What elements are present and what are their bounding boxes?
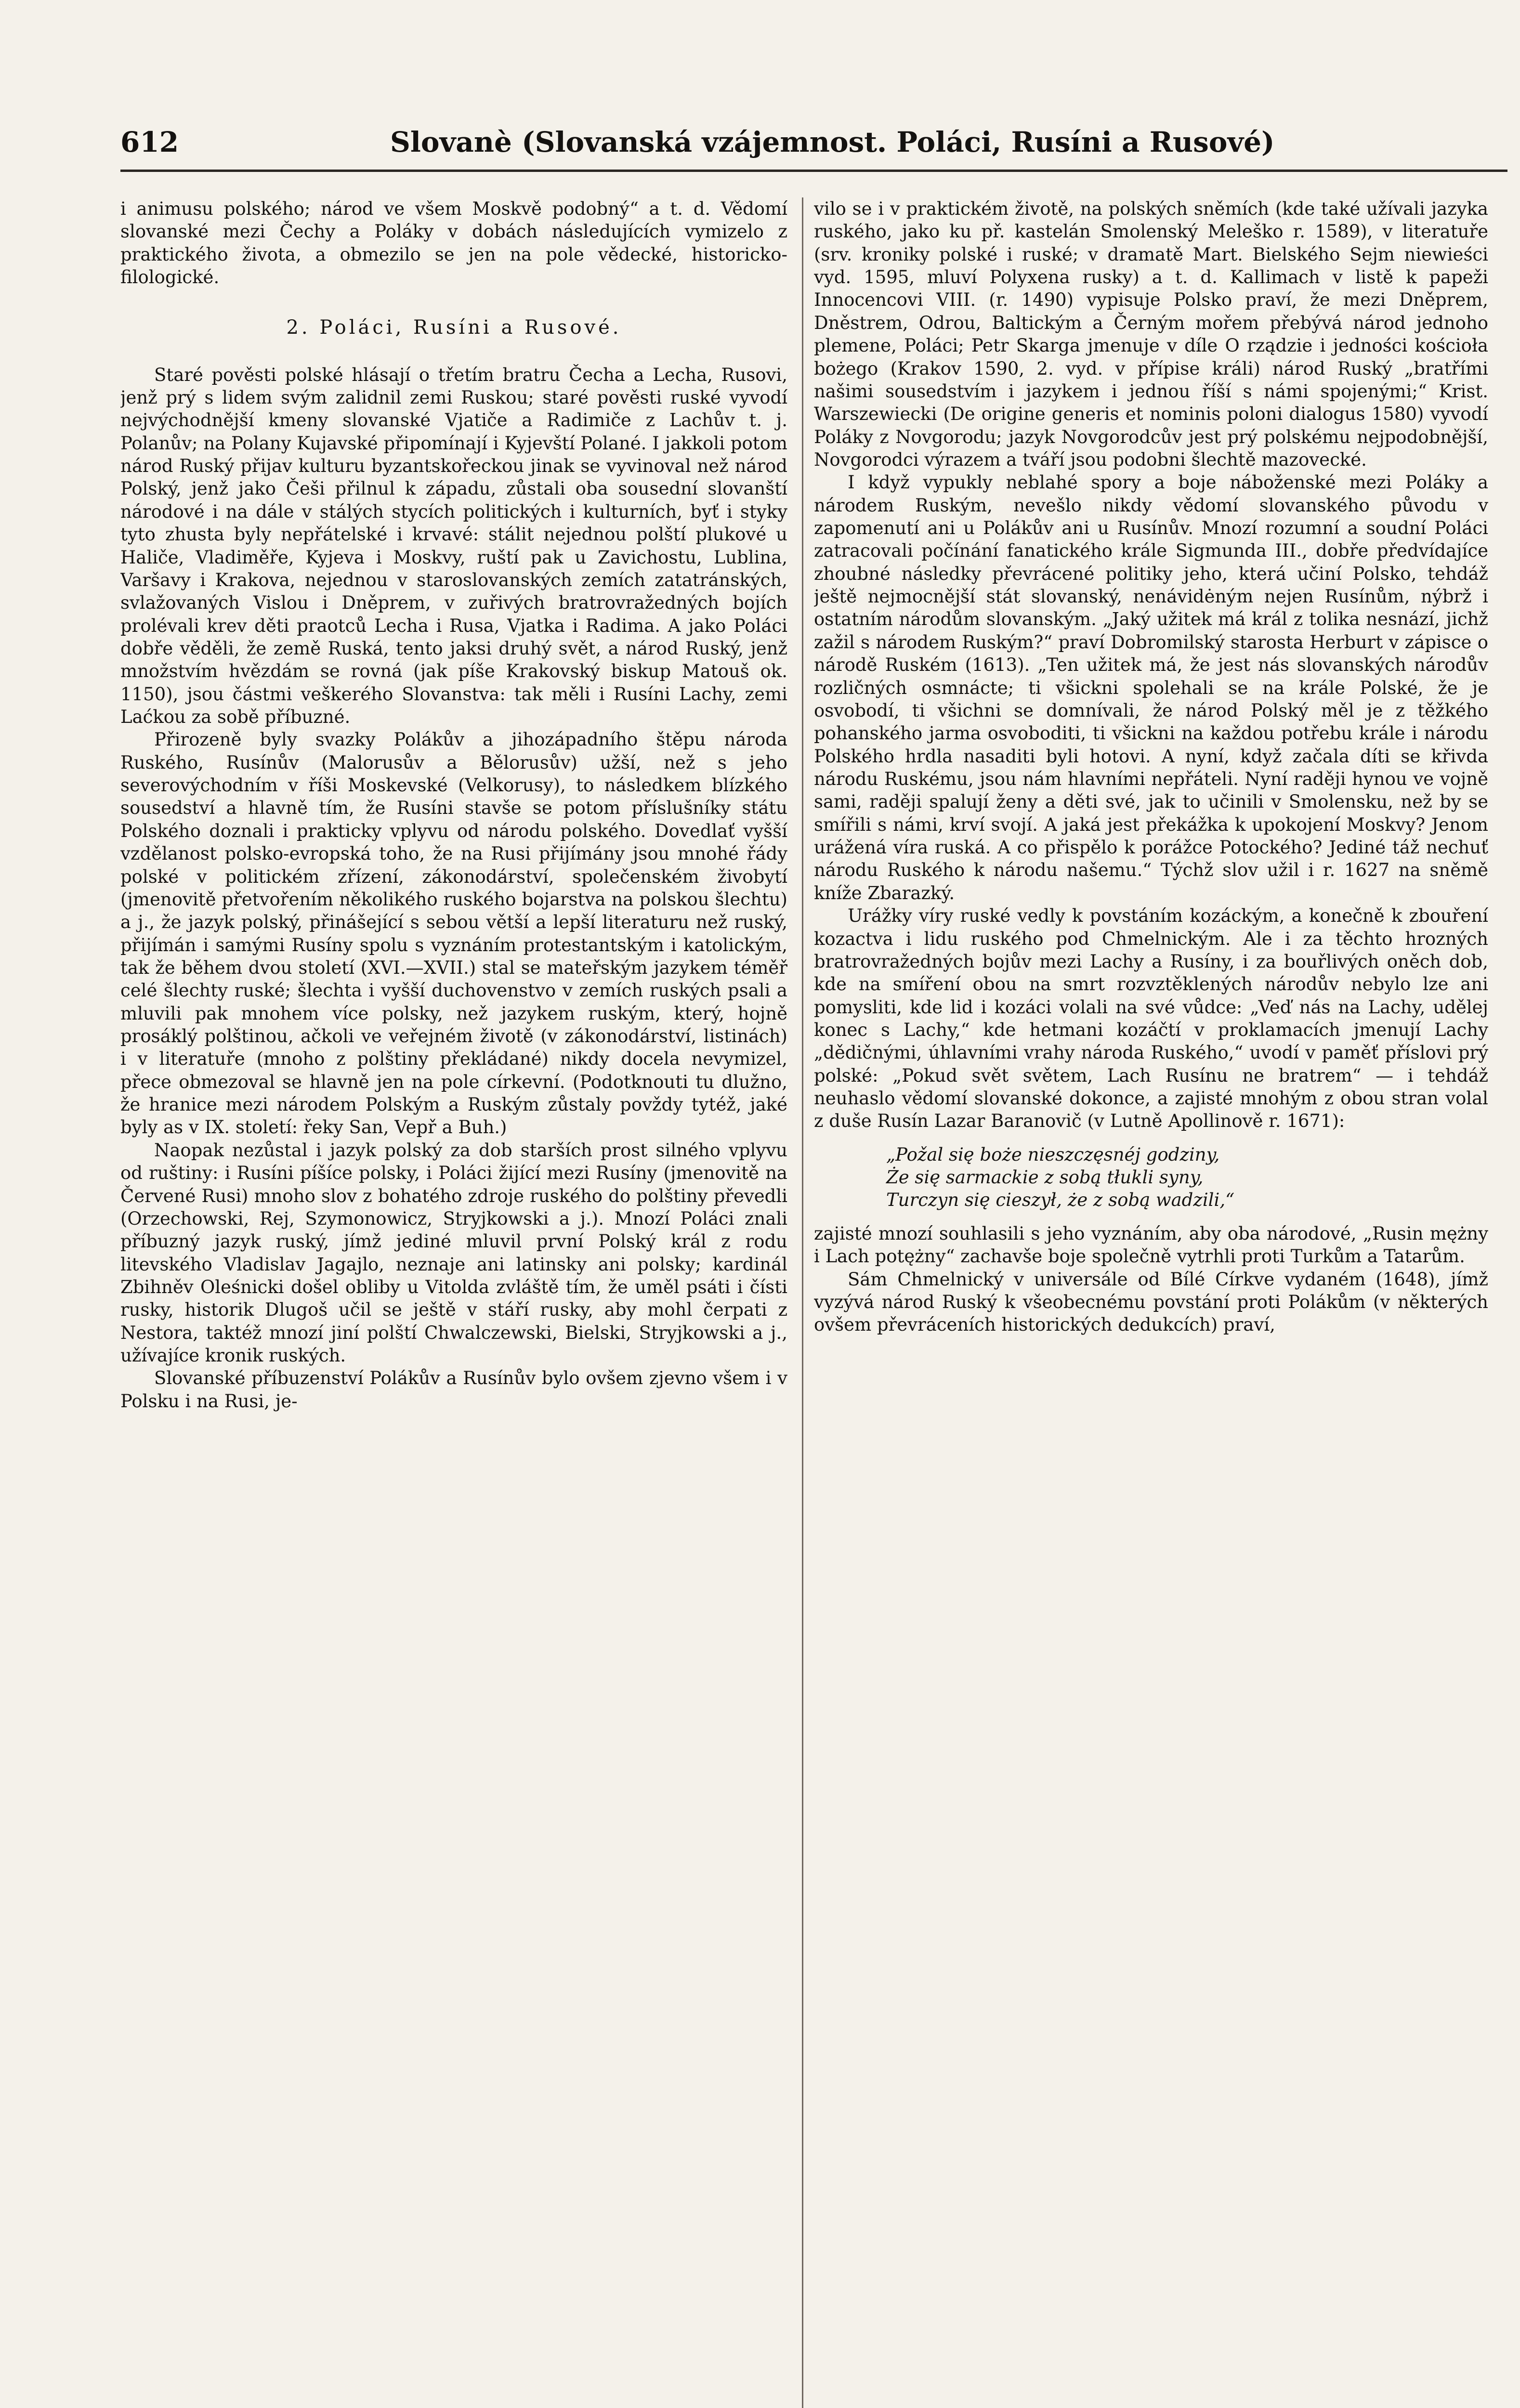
poem-quote <box>886 1143 1488 1212</box>
running-title: Slovanè (Slovanská vzájemnost. Poláci, Rusíni a Rusové) <box>390 126 1275 158</box>
paragraph: i animusu polského; národ ve všem Moskvě podobný“ a t. d. Vědomí slovanské mezi Čechy a Poláky v dobách následujících vymizelo z praktického života, a obmezilo se jen na pole vědecké, historicko-filologické. <box>120 198 787 288</box>
paragraph: Slovanské příbuzenství Polákův a Rusínův bylo ovšem zjevno všem i v Polsku i na Rusi, je- <box>120 1368 787 1412</box>
paragraph: Přirozeně byly svazky Polákův a jihozápadního štěpu národa Ruského, Rusínův (Malorusův a Bělorusův) užší, než s jeho severovýchodním v říši Moskevské (Velkorusy), to následkem blízkého sousedství a hlavně tím, že Rusíni stavše se potom příslušníky státu Polského doznali i prakticky vplyvu od národu polského. Dovedlať vyšší vzdělanost polsko-evropská toho, že na Rusi přijímány jsou mnohé řády polské v politickém zřízení, zákonodárství, společenském živobytí (jmenovitě přetvořením několikého ruského bojarstva na polskou šlechtu) a j., že jazyk polský, přinášející s sebou větší a lepší literaturu než ruský, přijímán i samými Rusíny spolu s vyznáním protestantským i katolickým, tak že během dvou století (XVI.—XVII.) stal se mateřským jazykem téměř celé šlechty ruské; šlechta i vyšší duchovenstvo v zemích ruských psali a mluvili pak mnohem více polsky, než jazykem ruským, který, hojně prosáklý polštinou, ačkoli ve veřejném životě (v zákonodárství, listinách) i v literatuře (mnoho z polštiny překládané) nikdy docela nevymizel, přece obmezoval se hlavně jen na pole církevní. (Podotknouti tu dlužno, že hranice mezi národem Polským a Ruským zůstaly povždy tytéž, jaké byly as v IX. století: řeky San, Vepř a Buh.) <box>120 729 787 1138</box>
paragraph: Naopak nezůstal i jazyk polský za dob starších prost silného vplyvu od ruštiny: i Rusíni píšíce polsky, i Poláci žijící mezi Rusíny (jmenovitě na Červené Rusi) mnoho slov z bohatého zdroje ruského do polštiny převedli (Orzechowski, Rej, Szymonowicz, Stryjkowski a j.). Mnozí Poláci znali příbuzný jazyk ruský, jímž jediné mluvil první Polský král z rodu litevského Vladislav Jagajlo, neznaje ani latinsky ani polsky; kardinál Zbihněv Oleśnicki došel obliby u Vitolda zvláště tím, že uměl psáti i čísti rusky, historik Dlugoš učil se ještě v stáří rusky, aby mohl čerpati z Nestora, taktéž mnozí jiní polští Chwalczewski, Bielski, Stryjkowski a j., užívajíce kronik ruských. <box>120 1139 787 1366</box>
paragraph: zajisté mnozí souhlasili s jeho vyznáním, aby oba národové, „Rusin mężny i Lach potężny“ zachavše boje společně vytrhli proti Turkům a Tatarům. <box>814 1223 1488 1267</box>
paragraph: Staré pověsti polské hlásají o třetím bratru Čecha a Lecha, Rusovi, jenž prý s lidem svým zalidnil zemi Ruskou; staré pověsti ruské vyvodí nejvýchodnější kmeny slovanské Vjatiče a Radimiče z Lachův t. j. Polanův; na Polany Kujavské připomínají i Kyjevští Polané. I jakkoli potom národ Ruský přijav kulturu byzantskořeckou jinak se vyvinoval než národ Polský, jenž jako Češi přilnul k západu, zůstali oba sousední slovanští národové i na dále v stálých stycích politických i kulturních, byť i styky tyto zhusta byly nepřátelské i krvavé: stálit nejednou polští plukové u Haliče, Vladiměře, Kyjeva i Moskvy, ruští pak u Zavichostu, Lublina, Varšavy i Krakova, nejednou v staroslovanských zemích zatatránských, svlažovaných Vislou i Dněprem, v zuřivých bratrovražedných bojích prolévali krev děti praotců Lecha i Rusa, Vjatka i Radima. A jako Poláci dobře věděli, že země Ruská, tento jaksi druhý svět, a národ Ruský, jenž množstvím hvězdám se rovná (jak píše Krakovský biskup Matouš ok. 1150), jsou částmi veškerého Slovanstva: tak měli i Rusíni Lachy, zemi Laćkou za sobě příbuzné. <box>120 364 787 728</box>
page-header <box>120 120 1520 164</box>
paragraph: I když vypukly neblahé spory a boje náboženské mezi Poláky a národem Ruským, nevešlo nikdy vědomí slovanského původu v zapomenutí ani u Polákův ani u Rusínův. Mnozí rozumní a soudní Poláci zatracovali počínání fanatického krále Sigmunda III., dobře předvídajíce zhoubné následky převrácené politiky jeho, která učiní Polsko, tehdáž ještě nejmocnější stát slovanský, nenávidėným nejen Rusínům, nýbrž i ostatním národům slovanským. „Jaký užitek má král z tolika nesnází, jichž zažil s národem Ruským?“ praví Dobromilský starosta Herburt v zápisce o národě Ruském (1613). „Ten užitek má, že jest nás slovanských národův rozličných osmnácte; ti všickni spolehali se na krále Polské, že je osvobodí, ti všichni se domnívali, že národ Polský měl je z těžkého pohanského jarma osvoboditi, ti všickni na každou potřebu krále i národu Polského hrdla nasaditi byli hotovi. A nyní, když začala díti se křivda národu Ruskému, jsou nám hlavními nepřáteli. Nyní raději hynou ve vojně sami, raději spalují ženy a děti své, jak to učinili v Smolensku, než by se smířili s námi, krví svojí. A jaká jest překážka k upokojení Moskvy? Jenom urážená víra ruská. A co přispělo k porážce Potockého? Jediné táž nechuť národu Ruského k národu našemu.“ Týchž slov užil i r. 1627 na sněmě kníže Zbarazký. <box>814 472 1488 903</box>
section-heading: 2. Poláci, Rusíni a Rusové. <box>286 316 622 339</box>
poem-line: Że się sarmackie z sobą tłukli syny, <box>886 1167 1204 1188</box>
left-column <box>120 197 787 2408</box>
paragraph: Urážky víry ruské vedly k povstáním kozáckým, a konečně k zbouření kozactva i lidu ruského pod Chmelnickým. Ale i za těchto hrozných bratrovražedných bojův mezi Lachy a Rusíny, i za bouřlivých oněch dob, kde na smíření obou na smrt rozvztěklených národův nebylo lze ani pomysliti, kde lid i kozáci volali na své vůdce: „Veď nás na Lachy, udělej konec s Lachy,“ kde hetmani kozáčtí v proklamacích jmenují Lachy „dědičnými, úhlavními vrahy národa Ruského,“ uvodí v paměť příslovi prý polské: „Pokud svět světem, Lach Rusínu ne bratrem“ — i tehdáž neuhaslo vědomí slovanské dokonce, a zajisté mnohým z obou stran volal z duše Rusín Lazar Baranovič (v Lutně Apollinově r. 1671): <box>814 905 1488 1132</box>
poem-line: Turczyn się cieszył, że z sobą wadzili,“ <box>886 1190 1234 1211</box>
paragraph: vilo se i v praktickém životě, na polských sněmích (kde také užívali jazyka ruského, jako ku př. kastelán Smolenský Meleško r. 1589), v literatuře (srv. kroniky polské i ruské; v dramatě Mart. Bielského Sejm niewieści vyd. 1595, mluví Polyxena rusky) a t. d. Kallimach v listě k papeži Innocencovi VIII. (r. 1490) vypisuje Polsko praví, že mezi Dněprem, Dněstrem, Odrou, Baltickým a Černým mořem přebývá národ jednoho plemene, Poláci; Petr Skarga jmenuje v díle O rządzie i jedności kościoła bożego (Krakov 1590, 2. vyd. v přípise králi) národ Ruský „bratřími našimi sousedstvím i jazykem i jednou říší s námi spojenými;“ Krist. Warszewiecki (De origine generis et nominis poloni dialogus 1580) vyvodí Poláky z Novgorodu; jazyk Novgorodcův jest prý polskému nejpodobnější, Novgorodci výrazem a tváří jsou podobni šlechtě mazovecké. <box>814 198 1488 470</box>
paragraph: Sám Chmelnický v universále od Bílé Církve vydaném (1648), jímž vyzývá národ Ruský k všeobecnému povstání proti Polákům (v některých ovšem převráceních historických dedukcích) praví, <box>814 1269 1488 1335</box>
poem-line: „Požal się boże nieszczęsnéj godziny, <box>886 1144 1220 1165</box>
page-number: 612 <box>120 126 179 158</box>
right-column <box>814 197 1488 2408</box>
column-divider <box>802 197 803 2408</box>
header-rule <box>120 170 1507 172</box>
